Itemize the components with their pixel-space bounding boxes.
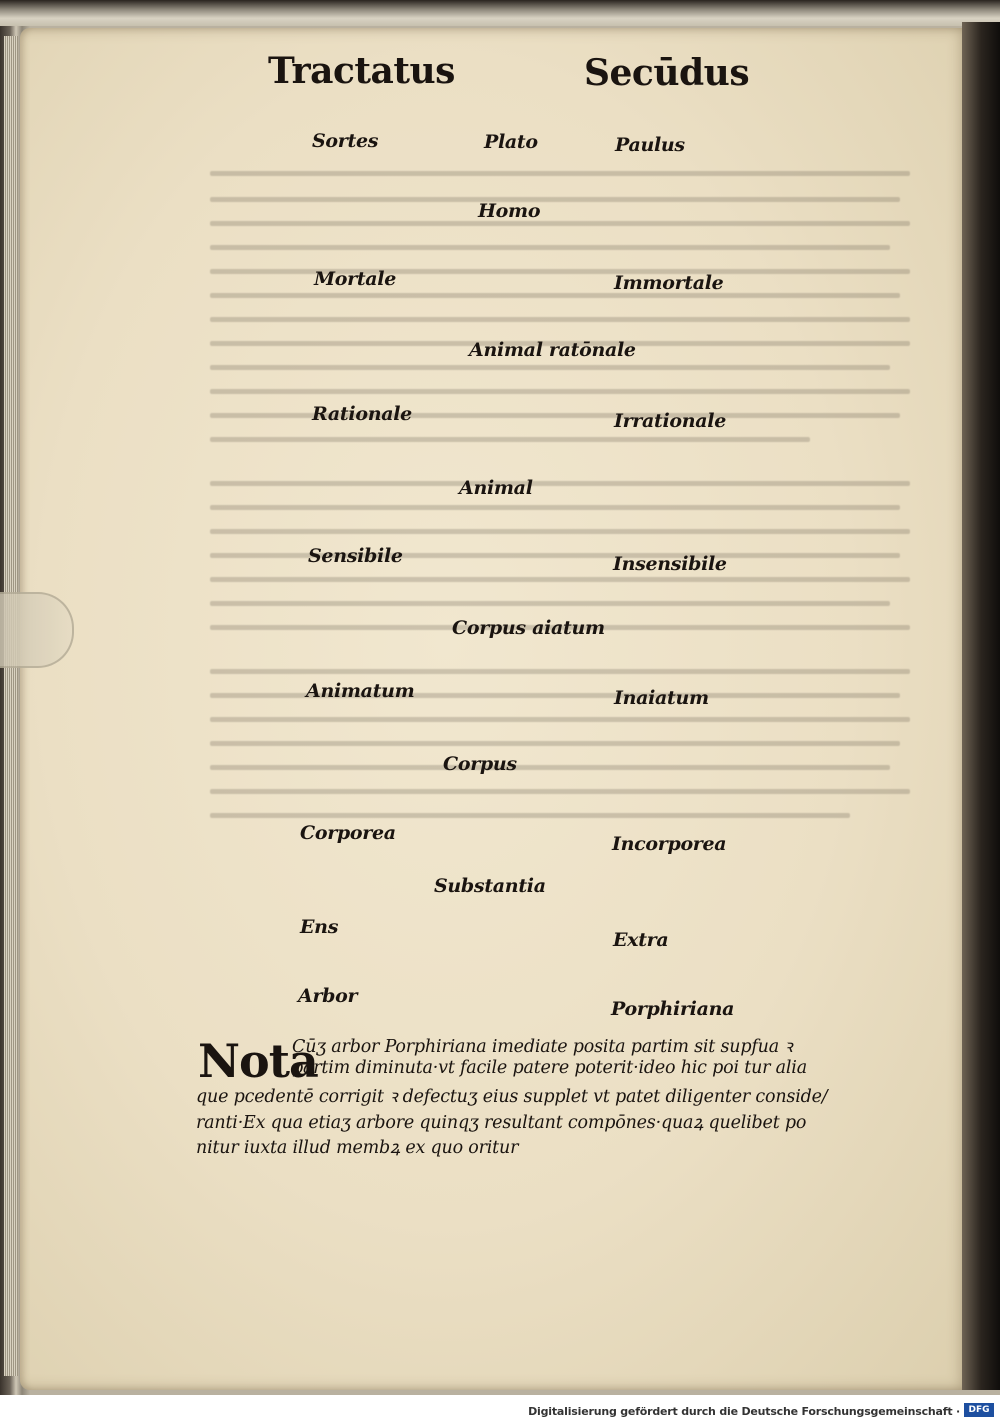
tree-node-insensibile: Insensibile	[613, 553, 727, 575]
bleed-through-texture	[210, 140, 930, 820]
tree-node-animal: Animal	[459, 477, 533, 499]
tree-node-homo: Homo	[478, 200, 541, 222]
book-top-edge	[0, 0, 1000, 26]
tree-node-corpus: Corpus	[443, 753, 517, 775]
book-spine	[962, 22, 1000, 1390]
tree-node-corporea: Corporea	[300, 822, 396, 844]
tree-node-extra: Extra	[613, 929, 669, 951]
dfg-logo: DFG	[964, 1403, 994, 1417]
tree-node-plato: Plato	[484, 131, 538, 153]
tree-node-substantia: Substantia	[434, 875, 546, 897]
tree-node-corpus-animatum: Corpus aiatum	[452, 617, 605, 639]
nota-initial: Nota	[198, 1034, 318, 1088]
page-clip	[0, 592, 74, 668]
tree-node-immortale: Immortale	[614, 272, 724, 294]
tree-node-ens: Ens	[300, 916, 339, 938]
running-head-left: Tractatus	[268, 50, 455, 92]
nota-line-5: nitur iuxta illud membꝝ ex quo oritur	[196, 1138, 519, 1158]
tree-node-sensibile: Sensibile	[308, 545, 403, 567]
nota-line-4: ranti·Ex qua etiaʒ arbore quinqʒ resultant compōnes·quaꝝ quelibet po	[196, 1113, 807, 1133]
tree-node-paulus: Paulus	[615, 134, 685, 156]
tree-node-inanimatum: Inaiatum	[614, 687, 709, 709]
nota-line-2: partim diminuta·vt facile patere poterit·ideo hic poi tur alia	[292, 1058, 807, 1078]
tree-node-incorporea: Incorporea	[612, 833, 727, 855]
tree-node-animal-rationale: Animal ratōnale	[469, 339, 636, 361]
nota-line-3: que pcedentē corrigit ꝛ defectuʒ eius supplet vt patet diligenter conside/	[196, 1087, 828, 1107]
nota-line-1: Cūʒ arbor Porphiriana imediate posita partim sit supfua ꝛ	[292, 1037, 793, 1057]
footer-credit: Digitalisierung gefördert durch die Deutsche Forschungsgemeinschaft ·	[528, 1405, 960, 1418]
tree-node-animatum: Animatum	[306, 680, 415, 702]
running-head-right: Secūdus	[584, 52, 750, 94]
tree-node-sortes: Sortes	[312, 130, 379, 152]
tree-node-irrationale: Irrationale	[614, 410, 727, 432]
page-stack	[4, 36, 18, 1376]
tree-node-rationale: Rationale	[312, 403, 412, 425]
tree-node-porphiriana: Porphiriana	[611, 998, 735, 1020]
tree-node-mortale: Mortale	[314, 268, 397, 290]
tree-node-arbor: Arbor	[298, 985, 358, 1007]
